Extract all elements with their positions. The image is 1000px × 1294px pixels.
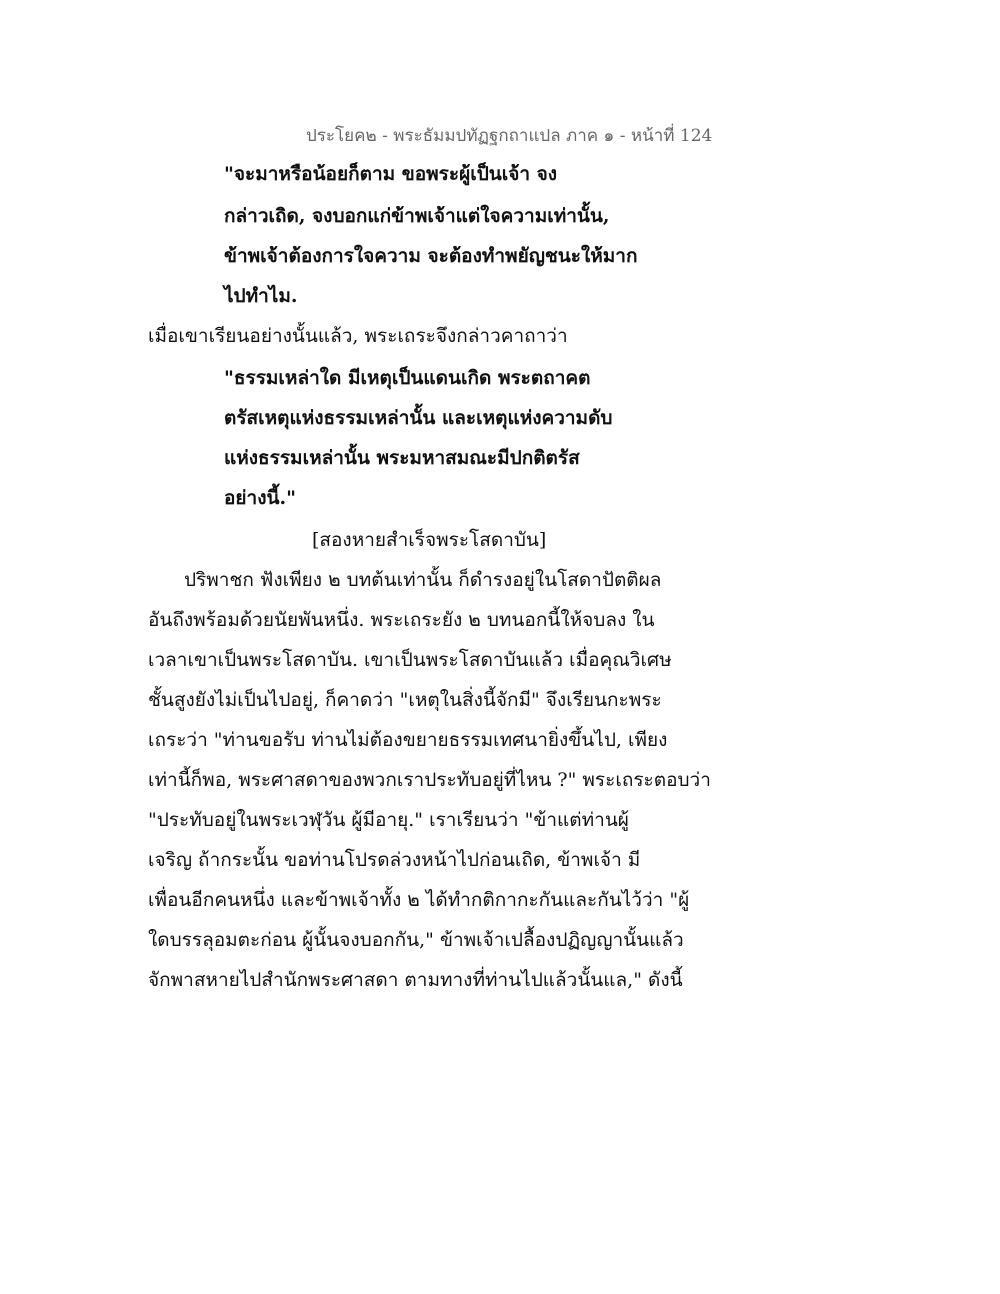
paragraph-line-10: ใดบรรลุอมตะก่อน ผู้นั้นจงบอกกัน," ข้าพเจ้าเปลื้องปฏิญญานั้นแล้ว — [148, 929, 684, 951]
verse1-line-4: ไปทำไม. — [224, 285, 298, 307]
verse2-line-3: แห่งธรรมเหล่านั้น พระมหาสมณะมีปกติตรัส — [224, 447, 580, 469]
paragraph-line-2: อันถึงพร้อมด้วยนัยพันหนึ่ง. พระเถระยัง ๒ บทนอกนี้ให้จบลง ใน — [148, 609, 655, 631]
paragraph-line-11: จักพาสหายไปสำนักพระศาสดา ตามทางที่ท่านไปแล้วนั้นแล," ดังนี้ — [148, 969, 683, 991]
paragraph-line-7: "ประทับอยู่ในพระเวฬุวัน ผู้มีอายุ." เราเรียนว่า "ข้าแต่ท่านผู้ — [148, 809, 629, 831]
paragraph-line-9: เพื่อนอีกคนหนึ่ง และข้าพเจ้าทั้ง ๒ ได้ทำกติกากะกันและกันไว้ว่า "ผู้ — [148, 889, 690, 911]
verse1-line-2: กล่าวเถิด, จงบอกแก่ข้าพเจ้าแต่ใจความเท่านั้น, — [224, 205, 610, 227]
verse2-line-2: ตรัสเหตุแห่งธรรมเหล่านั้น และเหตุแห่งความดับ — [224, 407, 613, 429]
section-title: [สองหายสำเร็จพระโสดาบัน] — [312, 529, 547, 551]
paragraph-line-4: ชั้นสูงยังไม่เป็นไปอยู่, ก็คาดว่า "เหตุในสิ่งนี้จักมี" จึงเรียนกะพระ — [148, 689, 662, 711]
verse1-line-3: ข้าพเจ้าต้องการใจความ จะต้องทำพยัญชนะให้มาก — [224, 245, 638, 267]
paragraph-line-5: เถระว่า "ท่านขอรับ ท่านไม่ต้องขยายธรรมเทศนายิ่งขึ้นไป, เพียง — [148, 729, 668, 751]
verse2-line-1: "ธรรมเหล่าใด มีเหตุเป็นแดนเกิด พระตถาคต — [224, 367, 591, 389]
paragraph-line-6: เท่านี้ก็พอ, พระศาสดาของพวกเราประทับอยู่ที่ไหน ?" พระเถระตอบว่า — [148, 769, 711, 791]
page-header: ประโยค๒ - พระธัมมปทัฏฐกถาแปล ภาค ๑ - หน้าที่ 124 — [306, 126, 713, 146]
paragraph-line-1: ปริพาชก ฟังเพียง ๒ บทต้นเท่านั้น ก็ดำรงอยู่ในโสดาปัตติผล — [184, 569, 662, 591]
paragraph-line-8: เจริญ ถ้ากระนั้น ขอท่านโปรดล่วงหน้าไปก่อนเถิด, ข้าพเจ้า มี — [148, 849, 641, 871]
paragraph-line-3: เวลาเขาเป็นพระโสดาบัน. เขาเป็นพระโสดาบันแล้ว เมื่อคุณวิเศษ — [148, 649, 672, 671]
intro-line: เมื่อเขาเรียนอย่างนั้นแล้ว, พระเถระจึงกล่าวคาถาว่า — [148, 325, 568, 347]
verse2-line-4: อย่างนี้." — [224, 487, 296, 509]
verse1-line-1: "จะมาหรือน้อยก็ตาม ขอพระผู้เป็นเจ้า จง — [224, 163, 558, 185]
